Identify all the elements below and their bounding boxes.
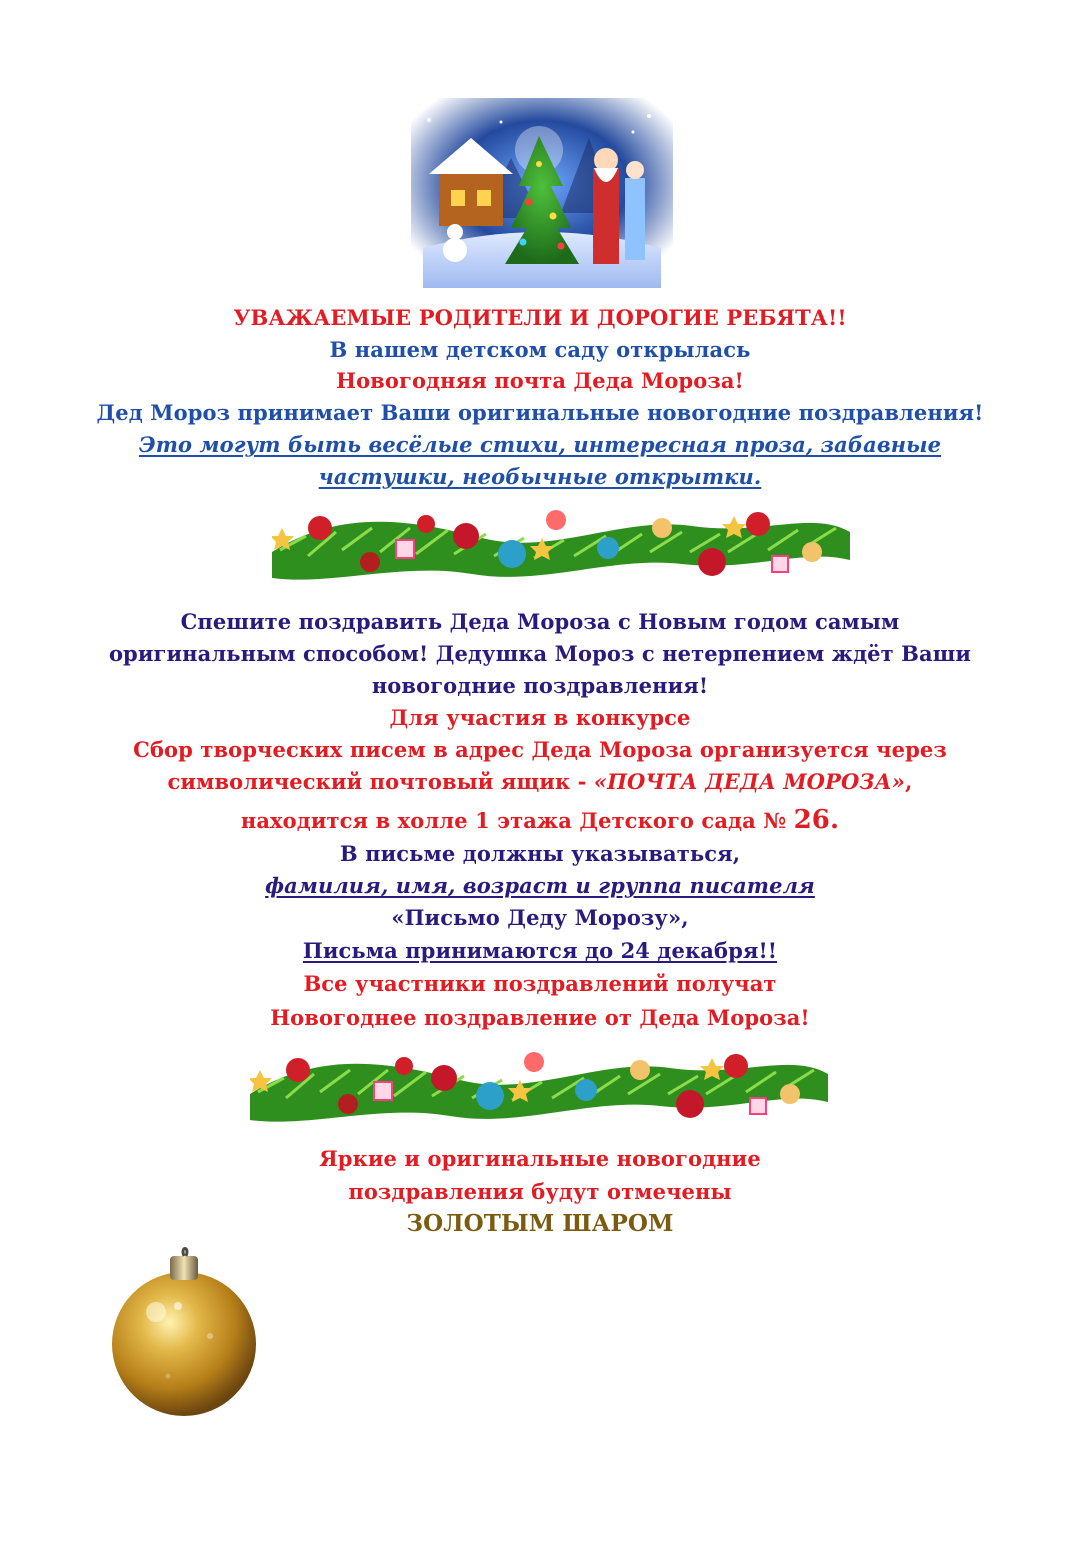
body-line-13: Новогоднее поздравление от Деда Мороза! — [270, 1005, 810, 1030]
body-line-3: новогодние поздравления! — [371, 673, 709, 698]
intro-line-2: Новогодняя почта Деда Мороза! — [336, 368, 744, 393]
body-line-11: Письма принимаются до 24 декабря!! — [302, 938, 778, 963]
christmas-garland-image — [250, 1040, 828, 1132]
christmas-scene-image — [411, 98, 673, 288]
greeting-heading: УВАЖАЕМЫЕ РОДИТЕЛИ И ДОРОГИЕ РЕБЯТА!! — [233, 305, 847, 330]
body-line-8: В письме должны указываться, — [339, 841, 741, 866]
body-line-10: «Письмо Деду Морозу», — [391, 905, 689, 930]
body-line-1: Спешите поздравить Деда Мороза с Новым годом самым — [180, 609, 900, 634]
christmas-garland-image — [272, 498, 850, 590]
intro-line-5: частушки, необычные открытки. — [318, 464, 762, 489]
intro-line-1: В нашем детском саду открылась — [329, 337, 751, 362]
body-line-6-part-a: символический почтовый ящик - — [167, 769, 594, 794]
body-line-2: оригинальным способом! Дедушка Мороз с нетерпением ждёт Ваши — [108, 641, 972, 666]
body-line-9: фамилия, имя, возраст и группа писателя — [265, 873, 815, 898]
intro-line-3: Дед Мороз принимает Ваши оригинальные новогодние поздравления! — [96, 400, 984, 425]
body-line-7 — [0, 806, 1080, 835]
closing-line-3: ЗОЛОТЫМ ШАРОМ — [406, 1210, 674, 1237]
intro-line-4: Это могут быть весёлые стихи, интересная проза, забавные — [138, 432, 942, 457]
body-line-6 — [0, 768, 1080, 796]
body-line-7-part-a: находится в холле 1 этажа Детского сада № — [240, 808, 794, 833]
body-line-4: Для участия в конкурсе — [389, 705, 691, 730]
body-line-5: Сбор творческих писем в адрес Деда Мороза организуется через — [133, 737, 947, 762]
gold-ornament-image — [98, 1244, 270, 1422]
mail-box-name: «ПОЧТА ДЕДА МОРОЗА» — [593, 769, 906, 794]
kindergarten-number: 26. — [793, 805, 840, 835]
body-line-6-part-c: , — [905, 769, 913, 794]
closing-line-2: поздравления будут отмечены — [348, 1179, 732, 1204]
closing-line-1: Яркие и оригинальные новогодние — [319, 1146, 761, 1171]
body-line-12: Все участники поздравлений получат — [303, 971, 777, 996]
